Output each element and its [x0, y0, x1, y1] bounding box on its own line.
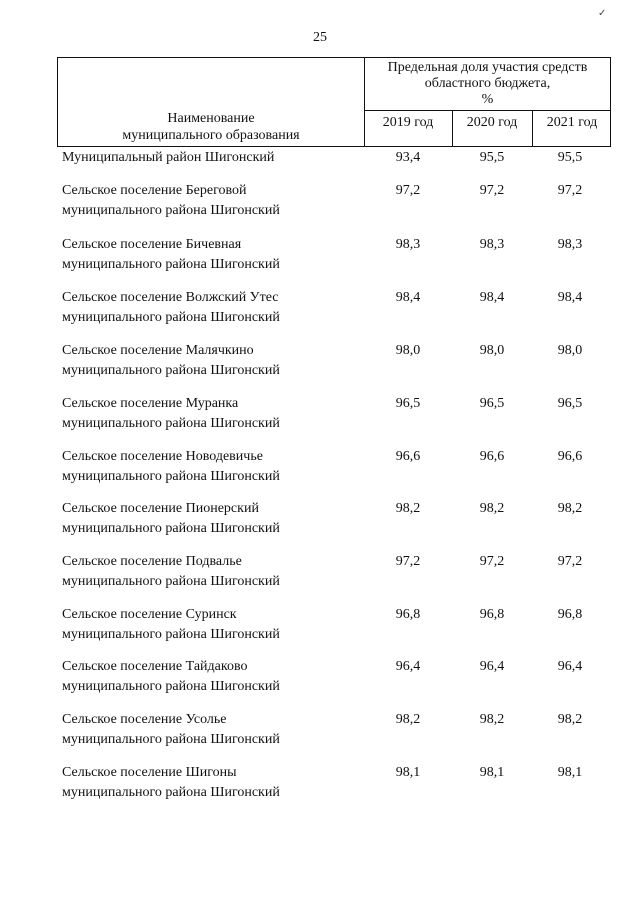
- row-name-line1: Сельское поселение Шигоны: [62, 765, 237, 780]
- row-name-line2: муниципального района Шигонский: [62, 627, 280, 642]
- value-2020: 98,4: [479, 290, 505, 305]
- row-name-line2: муниципального района Шигонский: [62, 203, 280, 218]
- table-row: [0, 341, 640, 385]
- row-name: [62, 763, 362, 803]
- row-name-line2: муниципального района Шигонский: [62, 732, 280, 747]
- year-divider-2: [532, 110, 533, 146]
- table-right-border: [610, 57, 611, 146]
- value-2019: 98,2: [395, 712, 421, 727]
- value-2020: 96,6: [479, 449, 505, 464]
- row-name-line1: Муниципальный район Шигонский: [62, 150, 275, 165]
- table-row: [0, 552, 640, 596]
- value-2019: 96,6: [395, 449, 421, 464]
- table-top-border: [57, 57, 610, 58]
- table-row: [0, 710, 640, 754]
- year-header-2020: 2020 год: [466, 115, 518, 130]
- value-2021: 97,2: [557, 183, 583, 198]
- row-name-line2: муниципального района Шигонский: [62, 257, 280, 272]
- name-column-header: [58, 110, 364, 144]
- value-2020: 97,2: [479, 554, 505, 569]
- value-2019: 96,8: [395, 607, 421, 622]
- row-name: [62, 499, 362, 539]
- row-name-line1: Сельское поселение Подвалье: [62, 554, 242, 569]
- value-2021: 98,2: [557, 501, 583, 516]
- row-name: [62, 552, 362, 592]
- value-2020: 98,3: [479, 237, 505, 252]
- row-name: [62, 341, 362, 381]
- scan-mark: ✓: [598, 8, 607, 19]
- table-row: [0, 499, 640, 543]
- value-2020: 98,2: [479, 712, 505, 727]
- share-column-group-header: [365, 60, 610, 108]
- value-2019: 98,0: [395, 343, 421, 358]
- value-2021: 98,3: [557, 237, 583, 252]
- value-2021: 96,8: [557, 607, 583, 622]
- row-name: [62, 605, 362, 645]
- value-2021: 98,4: [557, 290, 583, 305]
- year-header-2019: 2019 год: [382, 115, 434, 130]
- row-name: [62, 447, 362, 487]
- value-2020: 96,8: [479, 607, 505, 622]
- table-row: [0, 657, 640, 701]
- year-divider-1: [452, 110, 453, 146]
- value-2019: 96,5: [395, 396, 421, 411]
- value-2021: 98,0: [557, 343, 583, 358]
- row-name-line2: муниципального района Шигонский: [62, 310, 280, 325]
- row-name: [62, 148, 362, 168]
- row-name-line2: муниципального района Шигонский: [62, 574, 280, 589]
- row-name-line2: муниципального района Шигонский: [62, 679, 280, 694]
- row-name-line1: Сельское поселение Малячкино: [62, 343, 254, 358]
- row-name-line1: Сельское поселение Муранка: [62, 396, 239, 411]
- row-name-line1: Сельское поселение Бичевная: [62, 237, 242, 252]
- row-name: [62, 657, 362, 697]
- value-2019: 93,4: [395, 150, 421, 165]
- value-2020: 97,2: [479, 183, 505, 198]
- group-header-line2: областного бюджета,: [424, 76, 551, 91]
- row-name-line1: Сельское поселение Усолье: [62, 712, 227, 727]
- table-row: [0, 235, 640, 279]
- row-name-line1: Сельское поселение Пионерский: [62, 501, 259, 516]
- row-name-line1: Сельское поселение Береговой: [62, 183, 247, 198]
- table-row: [0, 605, 640, 649]
- row-name-line2: муниципального района Шигонский: [62, 785, 280, 800]
- row-name: [62, 394, 362, 434]
- group-header-line1: Предельная доля участия средств: [387, 60, 588, 75]
- value-2020: 96,4: [479, 659, 505, 674]
- group-header-line3: %: [481, 92, 494, 107]
- row-name-line1: Сельское поселение Волжский Утес: [62, 290, 279, 305]
- value-2021: 96,4: [557, 659, 583, 674]
- row-name-line2: муниципального района Шигонский: [62, 363, 280, 378]
- year-header-2021: 2021 год: [546, 115, 598, 130]
- row-name-line2: муниципального района Шигонский: [62, 521, 280, 536]
- value-2019: 98,2: [395, 501, 421, 516]
- row-name: [62, 710, 362, 750]
- value-2019: 98,1: [395, 765, 421, 780]
- row-name-line1: Сельское поселение Суринск: [62, 607, 237, 622]
- value-2021: 95,5: [557, 150, 583, 165]
- value-2021: 97,2: [557, 554, 583, 569]
- name-header-line1: Наименование: [167, 111, 255, 126]
- value-2021: 96,5: [557, 396, 583, 411]
- row-name: [62, 288, 362, 328]
- name-header-line2: муниципального образования: [122, 128, 300, 143]
- row-name-line1: Сельское поселение Новодевичье: [62, 449, 263, 464]
- value-2019: 98,3: [395, 237, 421, 252]
- value-2020: 98,1: [479, 765, 505, 780]
- row-name: [62, 235, 362, 275]
- value-2020: 98,2: [479, 501, 505, 516]
- row-name-line2: муниципального района Шигонский: [62, 469, 280, 484]
- year-row-top-border: [364, 110, 610, 111]
- table-row: [0, 181, 640, 225]
- page-number: 25: [313, 30, 327, 45]
- value-2019: 96,4: [395, 659, 421, 674]
- header-bottom-border: [57, 146, 611, 147]
- value-2019: 97,2: [395, 554, 421, 569]
- value-2020: 96,5: [479, 396, 505, 411]
- table-row: [0, 447, 640, 491]
- row-name: [62, 181, 362, 221]
- value-2019: 98,4: [395, 290, 421, 305]
- table-row: [0, 394, 640, 438]
- value-2021: 96,6: [557, 449, 583, 464]
- value-2021: 98,2: [557, 712, 583, 727]
- value-2021: 98,1: [557, 765, 583, 780]
- row-name-line2: муниципального района Шигонский: [62, 416, 280, 431]
- table-row: [0, 288, 640, 332]
- table-row: [0, 763, 640, 807]
- value-2019: 97,2: [395, 183, 421, 198]
- value-2020: 95,5: [479, 150, 505, 165]
- value-2020: 98,0: [479, 343, 505, 358]
- row-name-line1: Сельское поселение Тайдаково: [62, 659, 248, 674]
